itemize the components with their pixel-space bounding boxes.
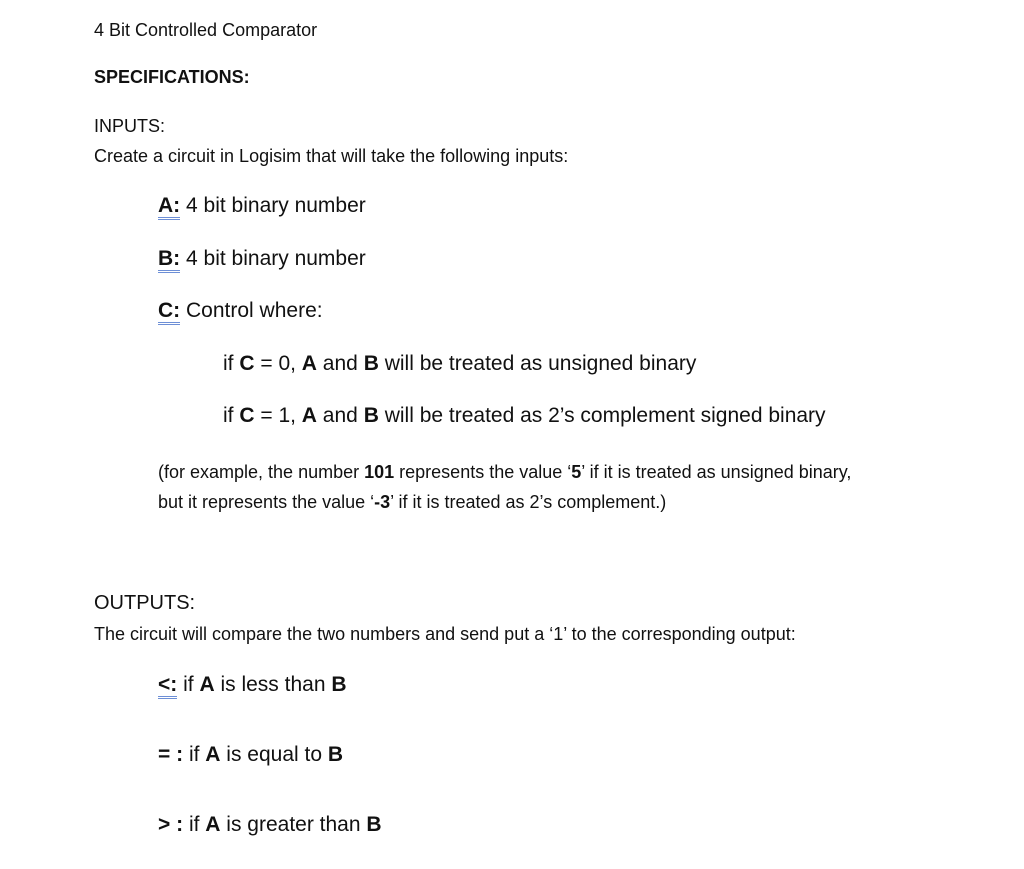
input-a-desc: 4 bit binary number [186, 194, 366, 217]
input-a-label: A: [158, 195, 180, 220]
doc-title: 4 Bit Controlled Comparator [94, 20, 318, 40]
output-eq-label: = : [158, 743, 184, 766]
input-b-label: B: [158, 248, 180, 273]
inputs-heading: INPUTS: [94, 116, 166, 136]
inputs-intro: Create a circuit in Logisim that will take the following inputs: [94, 146, 569, 166]
specifications-heading: SPECIFICATIONS: [94, 67, 250, 87]
output-equal: = : if A is equal to B [158, 743, 344, 766]
input-b-desc: 4 bit binary number [186, 247, 366, 270]
input-b [158, 247, 366, 273]
outputs-heading: OUTPUTS: [94, 592, 196, 614]
outputs-intro: The circuit will compare the two numbers and send put a ‘1’ to the corresponding output: [94, 624, 796, 644]
output-lt-label: <: [158, 674, 177, 699]
example-note: (for example, the number 101 represents the value ‘5’ if it is treated as unsigned binary, but it represents the value ‘-3’ if it is treated as 2’s complement.) [158, 462, 852, 512]
input-c-label: C: [158, 300, 180, 325]
condition-c1: if C = 1, A and B will be treated as 2’s complement signed binary [223, 404, 826, 427]
output-gt-label: > : [158, 813, 184, 836]
input-c [158, 299, 323, 325]
input-a [158, 194, 366, 220]
input-c-desc: Control where: [186, 299, 323, 322]
condition-c0: if C = 0, A and B will be treated as unsigned binary [223, 352, 697, 375]
output-less-than: <: if A is less than B [158, 673, 347, 699]
output-greater-than: > : if A is greater than B [158, 813, 382, 836]
